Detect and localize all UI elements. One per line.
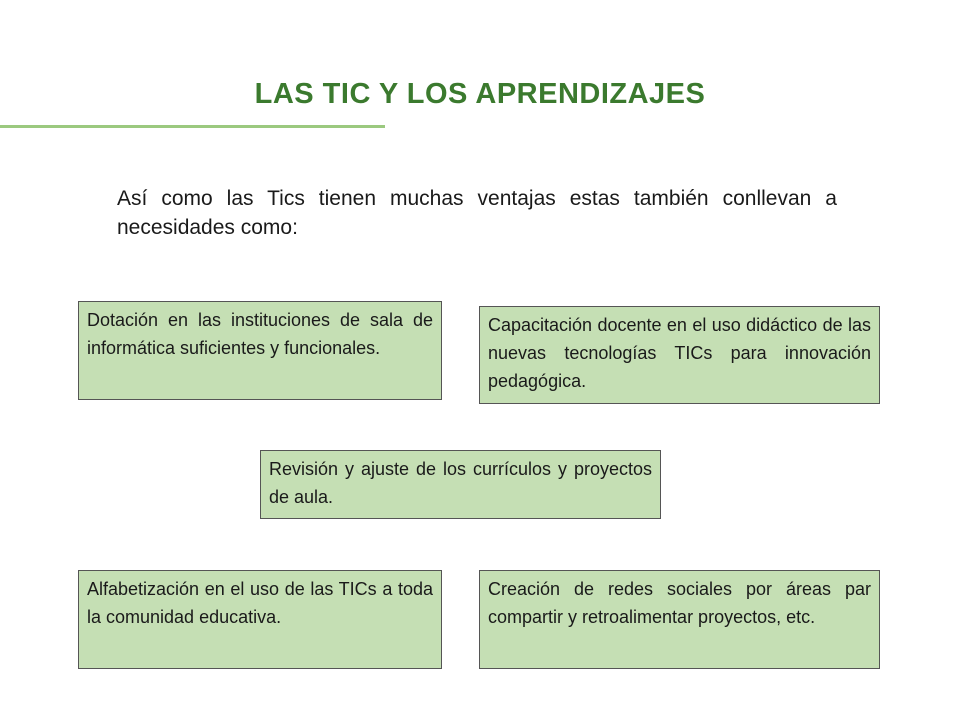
need-box-creacion: Creación de redes sociales por áreas par compartir y retroalimentar proyectos, etc. — [479, 570, 880, 669]
need-box-dotacion: Dotación en las instituciones de sala de informática suficientes y funcionales. — [78, 301, 442, 400]
slide-title: LAS TIC Y LOS APRENDIZAJES — [254, 78, 706, 110]
need-box-revision: Revisión y ajuste de los currículos y proyectos de aula. — [260, 450, 661, 519]
intro-paragraph: Así como las Tics tienen muchas ventajas estas también conllevan a necesidades como: — [117, 187, 837, 239]
need-box-capacitacion: Capacitación docente en el uso didáctico de las nuevas tecnologías TICs para innovación pedagógica. — [479, 306, 880, 404]
title-underline — [0, 125, 385, 128]
need-box-alfabetizacion: Alfabetización en el uso de las TICs a toda la comunidad educativa. — [78, 570, 442, 669]
